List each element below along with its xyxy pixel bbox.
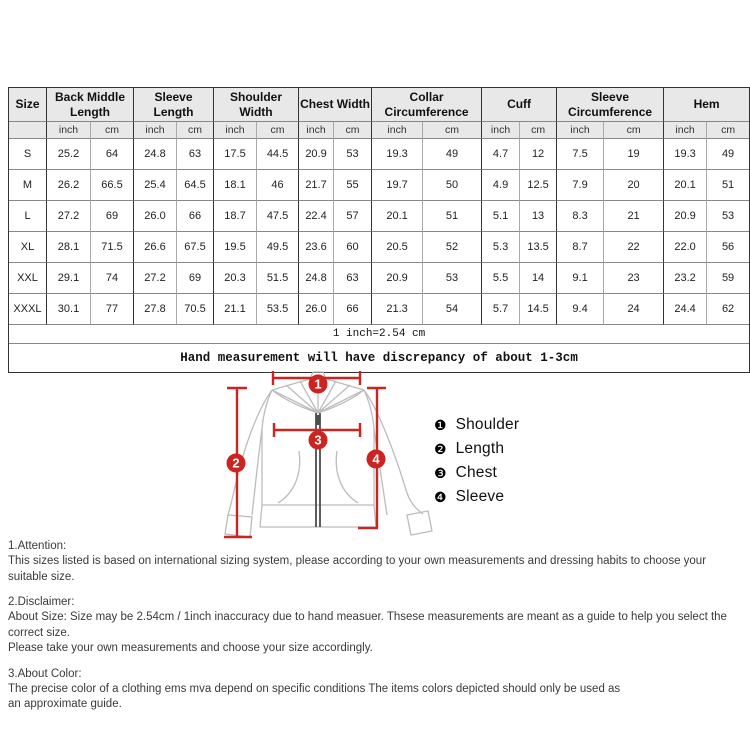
measurement-lines <box>224 371 386 537</box>
value-cell: 5.5 <box>482 263 520 294</box>
size-cell: L <box>9 201 47 232</box>
value-cell: 30.1 <box>47 294 91 325</box>
note <box>8 667 744 713</box>
size-table <box>8 87 750 373</box>
note <box>8 595 744 657</box>
value-cell: 21 <box>604 201 664 232</box>
value-cell: 4.9 <box>482 170 520 201</box>
notes-section <box>8 539 744 723</box>
size-cell: XXXL <box>9 294 47 325</box>
value-cell: 44.5 <box>257 139 299 170</box>
value-cell: 21.1 <box>214 294 257 325</box>
table-row <box>9 232 749 263</box>
value-cell: 27.8 <box>134 294 177 325</box>
unit-header: cm <box>520 122 557 139</box>
value-cell: 54 <box>423 294 482 325</box>
value-cell: 8.7 <box>557 232 604 263</box>
value-cell: 21.7 <box>299 170 334 201</box>
value-cell: 12 <box>520 139 557 170</box>
unit-header: inch <box>557 122 604 139</box>
legend-item <box>434 485 519 509</box>
value-cell: 9.4 <box>557 294 604 325</box>
marker-2-number: 2 <box>232 455 240 471</box>
value-cell: 25.4 <box>134 170 177 201</box>
value-cell: 19 <box>604 139 664 170</box>
jacket-outline <box>225 372 432 537</box>
unit-header: inch <box>482 122 520 139</box>
table-row <box>9 139 749 170</box>
note-line: The precise color of a clothing ems mva depend on specific conditions The items colors depicted should only be used as <box>8 682 621 695</box>
value-cell: 47.5 <box>257 201 299 232</box>
corner-cell <box>9 122 47 139</box>
value-cell: 64 <box>91 139 134 170</box>
value-cell: 12.5 <box>520 170 557 201</box>
table-row <box>9 294 749 325</box>
note <box>8 539 744 585</box>
value-cell: 19.7 <box>372 170 423 201</box>
unit-header: inch <box>372 122 423 139</box>
value-cell: 14.5 <box>520 294 557 325</box>
note-heading: 2.Disclaimer: <box>8 596 75 608</box>
value-cell: 59 <box>707 263 749 294</box>
unit-header: cm <box>707 122 749 139</box>
size-cell: XL <box>9 232 47 263</box>
value-cell: 64.5 <box>177 170 214 201</box>
column-group-header: Size <box>9 88 47 122</box>
legend-label: Chest <box>455 464 498 481</box>
unit-header: cm <box>334 122 372 139</box>
value-cell: 7.9 <box>557 170 604 201</box>
column-group-header: Hem <box>664 88 749 122</box>
value-cell: 69 <box>177 263 214 294</box>
marker-1-number: 1 <box>314 376 322 392</box>
value-cell: 62 <box>707 294 749 325</box>
value-cell: 8.3 <box>557 201 604 232</box>
value-cell: 22.0 <box>664 232 707 263</box>
value-cell: 49 <box>423 139 482 170</box>
value-cell: 20.9 <box>664 201 707 232</box>
value-cell: 23.6 <box>299 232 334 263</box>
circled-number-icon: ❶ <box>434 417 447 433</box>
value-cell: 53 <box>707 201 749 232</box>
value-cell: 19.3 <box>664 139 707 170</box>
value-cell: 20.1 <box>664 170 707 201</box>
value-cell: 20.9 <box>299 139 334 170</box>
value-cell: 4.7 <box>482 139 520 170</box>
value-cell: 49 <box>707 139 749 170</box>
value-cell: 51 <box>423 201 482 232</box>
unit-header: inch <box>299 122 334 139</box>
value-cell: 14 <box>520 263 557 294</box>
value-cell: 9.1 <box>557 263 604 294</box>
value-cell: 22.4 <box>299 201 334 232</box>
circled-number-icon: ❷ <box>434 441 447 457</box>
value-cell: 56 <box>707 232 749 263</box>
column-group-header: Collar Circumference <box>372 88 482 122</box>
value-cell: 66 <box>177 201 214 232</box>
column-group-header: Shoulder Width <box>214 88 299 122</box>
value-cell: 24.8 <box>134 139 177 170</box>
note-heading: 1.Attention: <box>8 540 67 552</box>
value-cell: 24.8 <box>299 263 334 294</box>
column-group-header: Cuff <box>482 88 557 122</box>
value-cell: 26.0 <box>299 294 334 325</box>
value-cell: 55 <box>334 170 372 201</box>
table-units-row <box>9 122 749 139</box>
value-cell: 49.5 <box>257 232 299 263</box>
value-cell: 46 <box>257 170 299 201</box>
value-cell: 57 <box>334 201 372 232</box>
note-heading: 3.About Color: <box>8 667 82 680</box>
value-cell: 21.3 <box>372 294 423 325</box>
unit-header: inch <box>214 122 257 139</box>
column-group-header: Sleeve Length <box>134 88 214 122</box>
value-cell: 20.9 <box>372 263 423 294</box>
column-group-header: Sleeve Circumference <box>557 88 664 122</box>
value-cell: 26.2 <box>47 170 91 201</box>
value-cell: 63 <box>334 263 372 294</box>
conversion-row <box>9 325 749 344</box>
value-cell: 50 <box>423 170 482 201</box>
value-cell: 13 <box>520 201 557 232</box>
unit-header: inch <box>664 122 707 139</box>
note-line: an approximate guide. <box>8 698 122 710</box>
value-cell: 53.5 <box>257 294 299 325</box>
value-cell: 71.5 <box>91 232 134 263</box>
jacket-measurement-diagram <box>214 367 446 543</box>
value-cell: 66 <box>334 294 372 325</box>
unit-header: cm <box>177 122 214 139</box>
legend-item <box>434 461 519 485</box>
size-cell: XXL <box>9 263 47 294</box>
size-cell: S <box>9 139 47 170</box>
diagram-legend <box>434 413 519 509</box>
size-cell: M <box>9 170 47 201</box>
value-cell: 20.3 <box>214 263 257 294</box>
legend-label: Sleeve <box>455 488 505 505</box>
value-cell: 19.5 <box>214 232 257 263</box>
unit-header: cm <box>423 122 482 139</box>
value-cell: 74 <box>91 263 134 294</box>
value-cell: 51.5 <box>257 263 299 294</box>
value-cell: 70.5 <box>177 294 214 325</box>
value-cell: 7.5 <box>557 139 604 170</box>
value-cell: 60 <box>334 232 372 263</box>
conversion-note: 1 inch=2.54 cm <box>9 325 749 344</box>
value-cell: 27.2 <box>47 201 91 232</box>
value-cell: 28.1 <box>47 232 91 263</box>
value-cell: 20.1 <box>372 201 423 232</box>
value-cell: 24.4 <box>664 294 707 325</box>
value-cell: 29.1 <box>47 263 91 294</box>
table-header-row <box>9 88 749 122</box>
value-cell: 26.0 <box>134 201 177 232</box>
value-cell: 23 <box>604 263 664 294</box>
value-cell: 17.5 <box>214 139 257 170</box>
value-cell: 5.1 <box>482 201 520 232</box>
table-body <box>9 139 749 325</box>
legend-item <box>434 437 519 461</box>
value-cell: 18.7 <box>214 201 257 232</box>
value-cell: 19.3 <box>372 139 423 170</box>
value-cell: 27.2 <box>134 263 177 294</box>
legend-label: Length <box>455 440 505 457</box>
value-cell: 22 <box>604 232 664 263</box>
note-line: About Size: Size may be 2.54cm / 1inch inaccuracy due to hand measuer. Thsese measurements are meant as a guide to help you select the correct size. <box>8 611 727 639</box>
circled-number-icon: ❹ <box>434 489 447 505</box>
unit-header: inch <box>47 122 91 139</box>
value-cell: 24 <box>604 294 664 325</box>
value-cell: 23.2 <box>664 263 707 294</box>
value-cell: 13.5 <box>520 232 557 263</box>
value-cell: 20.5 <box>372 232 423 263</box>
value-cell: 25.2 <box>47 139 91 170</box>
unit-header: cm <box>91 122 134 139</box>
unit-header: cm <box>257 122 299 139</box>
value-cell: 63 <box>177 139 214 170</box>
value-cell: 26.6 <box>134 232 177 263</box>
note-line: Please take your own measurements and choose your size accordingly. <box>8 642 373 654</box>
note-line: This sizes listed is based on international sizing system, please according to your own measurements and dressing habits to choose your suitable size. <box>8 555 707 583</box>
column-group-header: Chest Width <box>299 88 372 122</box>
value-cell: 53 <box>334 139 372 170</box>
value-cell: 66.5 <box>91 170 134 201</box>
marker-3-number: 3 <box>314 432 322 448</box>
value-cell: 77 <box>91 294 134 325</box>
table-row <box>9 201 749 232</box>
legend-item <box>434 413 519 437</box>
table-row <box>9 170 749 201</box>
unit-header: inch <box>134 122 177 139</box>
value-cell: 67.5 <box>177 232 214 263</box>
value-cell: 20 <box>604 170 664 201</box>
unit-header: cm <box>604 122 664 139</box>
value-cell: 18.1 <box>214 170 257 201</box>
table-row <box>9 263 749 294</box>
value-cell: 52 <box>423 232 482 263</box>
value-cell: 53 <box>423 263 482 294</box>
value-cell: 5.7 <box>482 294 520 325</box>
circled-number-icon: ❸ <box>434 465 447 481</box>
value-cell: 69 <box>91 201 134 232</box>
column-group-header: Back Middle Length <box>47 88 134 122</box>
marker-4-number: 4 <box>372 451 380 467</box>
legend-label: Shoulder <box>455 416 520 433</box>
value-cell: 51 <box>707 170 749 201</box>
value-cell: 5.3 <box>482 232 520 263</box>
measurement-note: Hand measurement will have discrepancy of about 1-3cm <box>9 344 749 372</box>
